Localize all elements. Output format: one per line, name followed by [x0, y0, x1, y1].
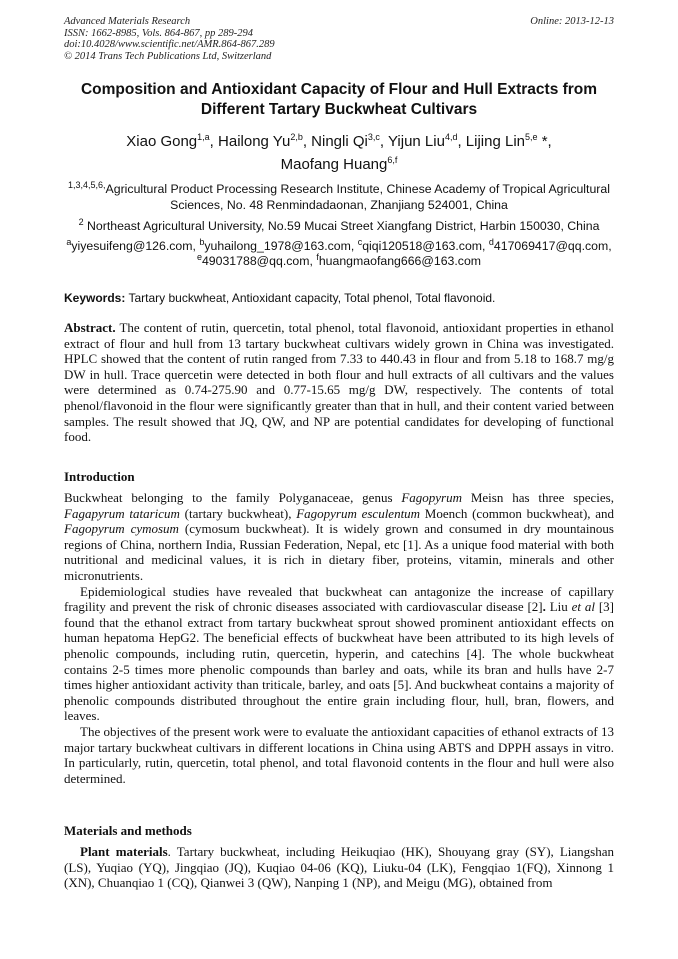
copyright-line: © 2014 Trans Tech Publications Ltd, Switzerland	[64, 50, 272, 62]
text-run: (cymosum buckwheat). It is widely grown and consumed in dry mountainous regions of China, northern India, Russian Federation, Nepal, etc [1]. As a unique food material with both nutritional and medicinal values, it is rich in dietary fiber, proteins, vitamin, minerals and other micronutrients.	[64, 521, 614, 583]
text-run: .	[542, 599, 546, 615]
author-name: Lijing Lin	[465, 133, 526, 150]
materials-methods-heading: Materials and methods	[64, 823, 192, 838]
email-mark: b	[199, 236, 205, 247]
author-name: Yijun Liu	[387, 133, 445, 150]
species-name: Fagopyrum	[401, 490, 463, 505]
running-header	[64, 16, 614, 62]
email-link[interactable]: 417069417@qq.com,	[493, 239, 612, 253]
abstract-label: Abstract.	[64, 320, 116, 335]
species-name: Fagopyrum cymosum	[64, 521, 179, 537]
email-mark: c	[357, 236, 363, 247]
email-link[interactable]: huangmaofang666@163.com	[318, 254, 482, 268]
paragraph	[64, 844, 614, 891]
text-run: et al	[571, 599, 595, 615]
text-run: Liu	[545, 599, 572, 615]
online-date: Online: 2013-12-13	[530, 16, 614, 27]
email-link[interactable]: qiqi120518@163.com,	[362, 239, 486, 253]
affiliation-mark: 2	[78, 216, 84, 227]
keywords-text: Tartary buckwheat, Antioxidant capacity, Total phenol, Total flavonoid.	[125, 291, 496, 305]
author-affil-mark: 2,b	[290, 132, 303, 142]
issn-line: ISSN: 1662-8985, Vols. 864-867, pp 289-294	[64, 27, 253, 39]
paragraph	[64, 584, 614, 724]
text-run: [3] found that the ethanol extract from tartary buckwheat sprout showed prominent antioxidant effects on human hepatoma HepG2. The beneficial effects of buckwheat have been attributed to its high levels of phenolic compounds, including rutin, quercetin, hyperin, and catechins [4]. The whole buckwheat contains 2-5 times more phenolic compounds than barley and oats, while its bran and hulls have 2-7 times higher antioxidant activity than triticale, barley, and oats [5]. And buckwheat contains a majority of phenolic compounds distributed throughout the entire grain including flour, hull, bran, flowers, and leaves.	[64, 599, 614, 724]
subsection-label: Plant materials	[80, 844, 168, 859]
species-name: Fagopyrum esculentum	[296, 505, 421, 521]
abstract-text: The content of rutin, quercetin, total phenol, total flavonoid, antioxidant properties in ethanol extract of flour and hull from 13 tartary buckwheat cultivars widely grown in China was investigated. HPLC showed that the content of rutin ranged from 7.33 to 440.43 in flour and from 5.18 to 168.7 mg/g DW in hull. Trace quercetin were detected in both flour and hull extracts of all cultivars and the values were determined as 0.74-275.90 and 0.77-15.65 mg/g DW, respectively. The contents of total phenol/flavonoid in the flour were significantly greater than that in hull, and their content varied between samples. The result showed that JQ, QW, and NP are potential candidates for developing of functional food.	[64, 320, 614, 445]
text-run: Buckwheat belonging to the family Polyganaceae, genus	[64, 490, 402, 505]
paper-title	[40, 80, 638, 120]
author-name: Hailong Yu	[218, 133, 291, 150]
text-run: Moench (common buckwheat), and	[420, 505, 615, 521]
author-affil-mark: 5,e	[525, 132, 538, 142]
journal-name: Advanced Materials Research	[64, 16, 191, 27]
email-link[interactable]: yiyesuifeng@126.com,	[71, 239, 196, 253]
author-affil-mark: 4,d	[444, 132, 458, 142]
author-list: Xiao Gong$^{1,a}$, Hailong Yu$^{2,b}$, Ningli Qi$^{3,c}$, Yijun Liu$^{4,d}$, Lijing Lin$^{5,e}$ *, Maofang Huang$^{6,f}$	[126, 132, 552, 173]
species-name: Fagapyrum tataricum	[64, 505, 180, 521]
author-affil-mark: 6,f	[387, 155, 398, 165]
affiliation-text: Agricultural Product Processing Research Institute, Chinese Academy of Tropical Agricultural	[105, 182, 610, 196]
affiliation-mark: 1,3,4,5,6,	[68, 179, 106, 190]
introduction-heading: Introduction	[64, 469, 135, 484]
title-line-2: Different Tartary Buckwheat Cultivars	[200, 101, 478, 118]
text-run: . Tartary buckwheat, including Heikuqiao (HK), Shouyang gray (SY), Liangshan (LS), Yuqiao (YQ), Jingqiao (JQ), Kuqiao 04-06 (KQ), Liuku-04 (LK), Fengqiao 1(FQ), Xinnong 1 (XN), Chuanqiao 1 (CQ), Qianwei 3 (QW), Nanping 1 (NP), and Meigu (MG), obtained from	[64, 844, 614, 891]
abstract	[64, 320, 614, 445]
email-link[interactable]: 49031788@qq.com,	[201, 254, 313, 268]
text-run: Meisn has three species,	[462, 490, 614, 505]
email-mark: e	[196, 251, 202, 262]
email-link[interactable]: yuhailong_1978@163.com,	[204, 239, 355, 253]
affiliation-2	[40, 218, 638, 234]
text-run: (tartary buckwheat),	[179, 505, 297, 521]
email-mark: a	[66, 236, 72, 247]
keywords-label: Keywords:	[64, 291, 126, 305]
title-line-1: Composition and Antioxidant Capacity of Flour and Hull Extracts from	[80, 81, 598, 98]
author-affil-mark: 3,c	[367, 132, 380, 142]
paragraph	[64, 490, 614, 584]
author-name: Maofang Huang	[280, 156, 388, 173]
affiliation-text: Northeast Agricultural University, No.59 Mucai Street Xiangfang District, Harbin 150030, China	[87, 219, 600, 233]
email-mark: d	[488, 236, 494, 247]
author-emails	[40, 236, 638, 269]
corresponding-mark: *,	[537, 133, 552, 150]
author-name: Ningli Qi	[311, 133, 368, 150]
keywords	[64, 290, 624, 306]
author-name: Xiao Gong	[126, 133, 198, 150]
author-affil-mark: 1,a	[197, 132, 210, 142]
paragraph: The objectives of the present work were to evaluate the antioxidant capacities of ethanol extracts of 13 major tartary buckwheat cultivars in different locations in China using ABTS and DPPH assays in vitro. In particularly, rutin, quercetin, total phenol, and total flavonoid contents in the flour and hull were also determined.	[64, 723, 614, 786]
email-mark: f	[316, 251, 319, 262]
text-run: Epidemiological studies have revealed that buckwheat can antagonize the increase of capillary fragility and prevent the risk of chronic diseases associated with cardiovascular disease [2]	[64, 583, 614, 615]
affiliation-text: Sciences, No. 48 Renmindadaonan, Zhanjiang 524001, China	[170, 198, 508, 212]
affiliation-1	[40, 181, 638, 213]
materials-methods-body	[64, 844, 614, 891]
introduction-body	[64, 490, 614, 786]
doi-line: doi:10.4028/www.scientific.net/AMR.864-867.289	[64, 39, 275, 50]
